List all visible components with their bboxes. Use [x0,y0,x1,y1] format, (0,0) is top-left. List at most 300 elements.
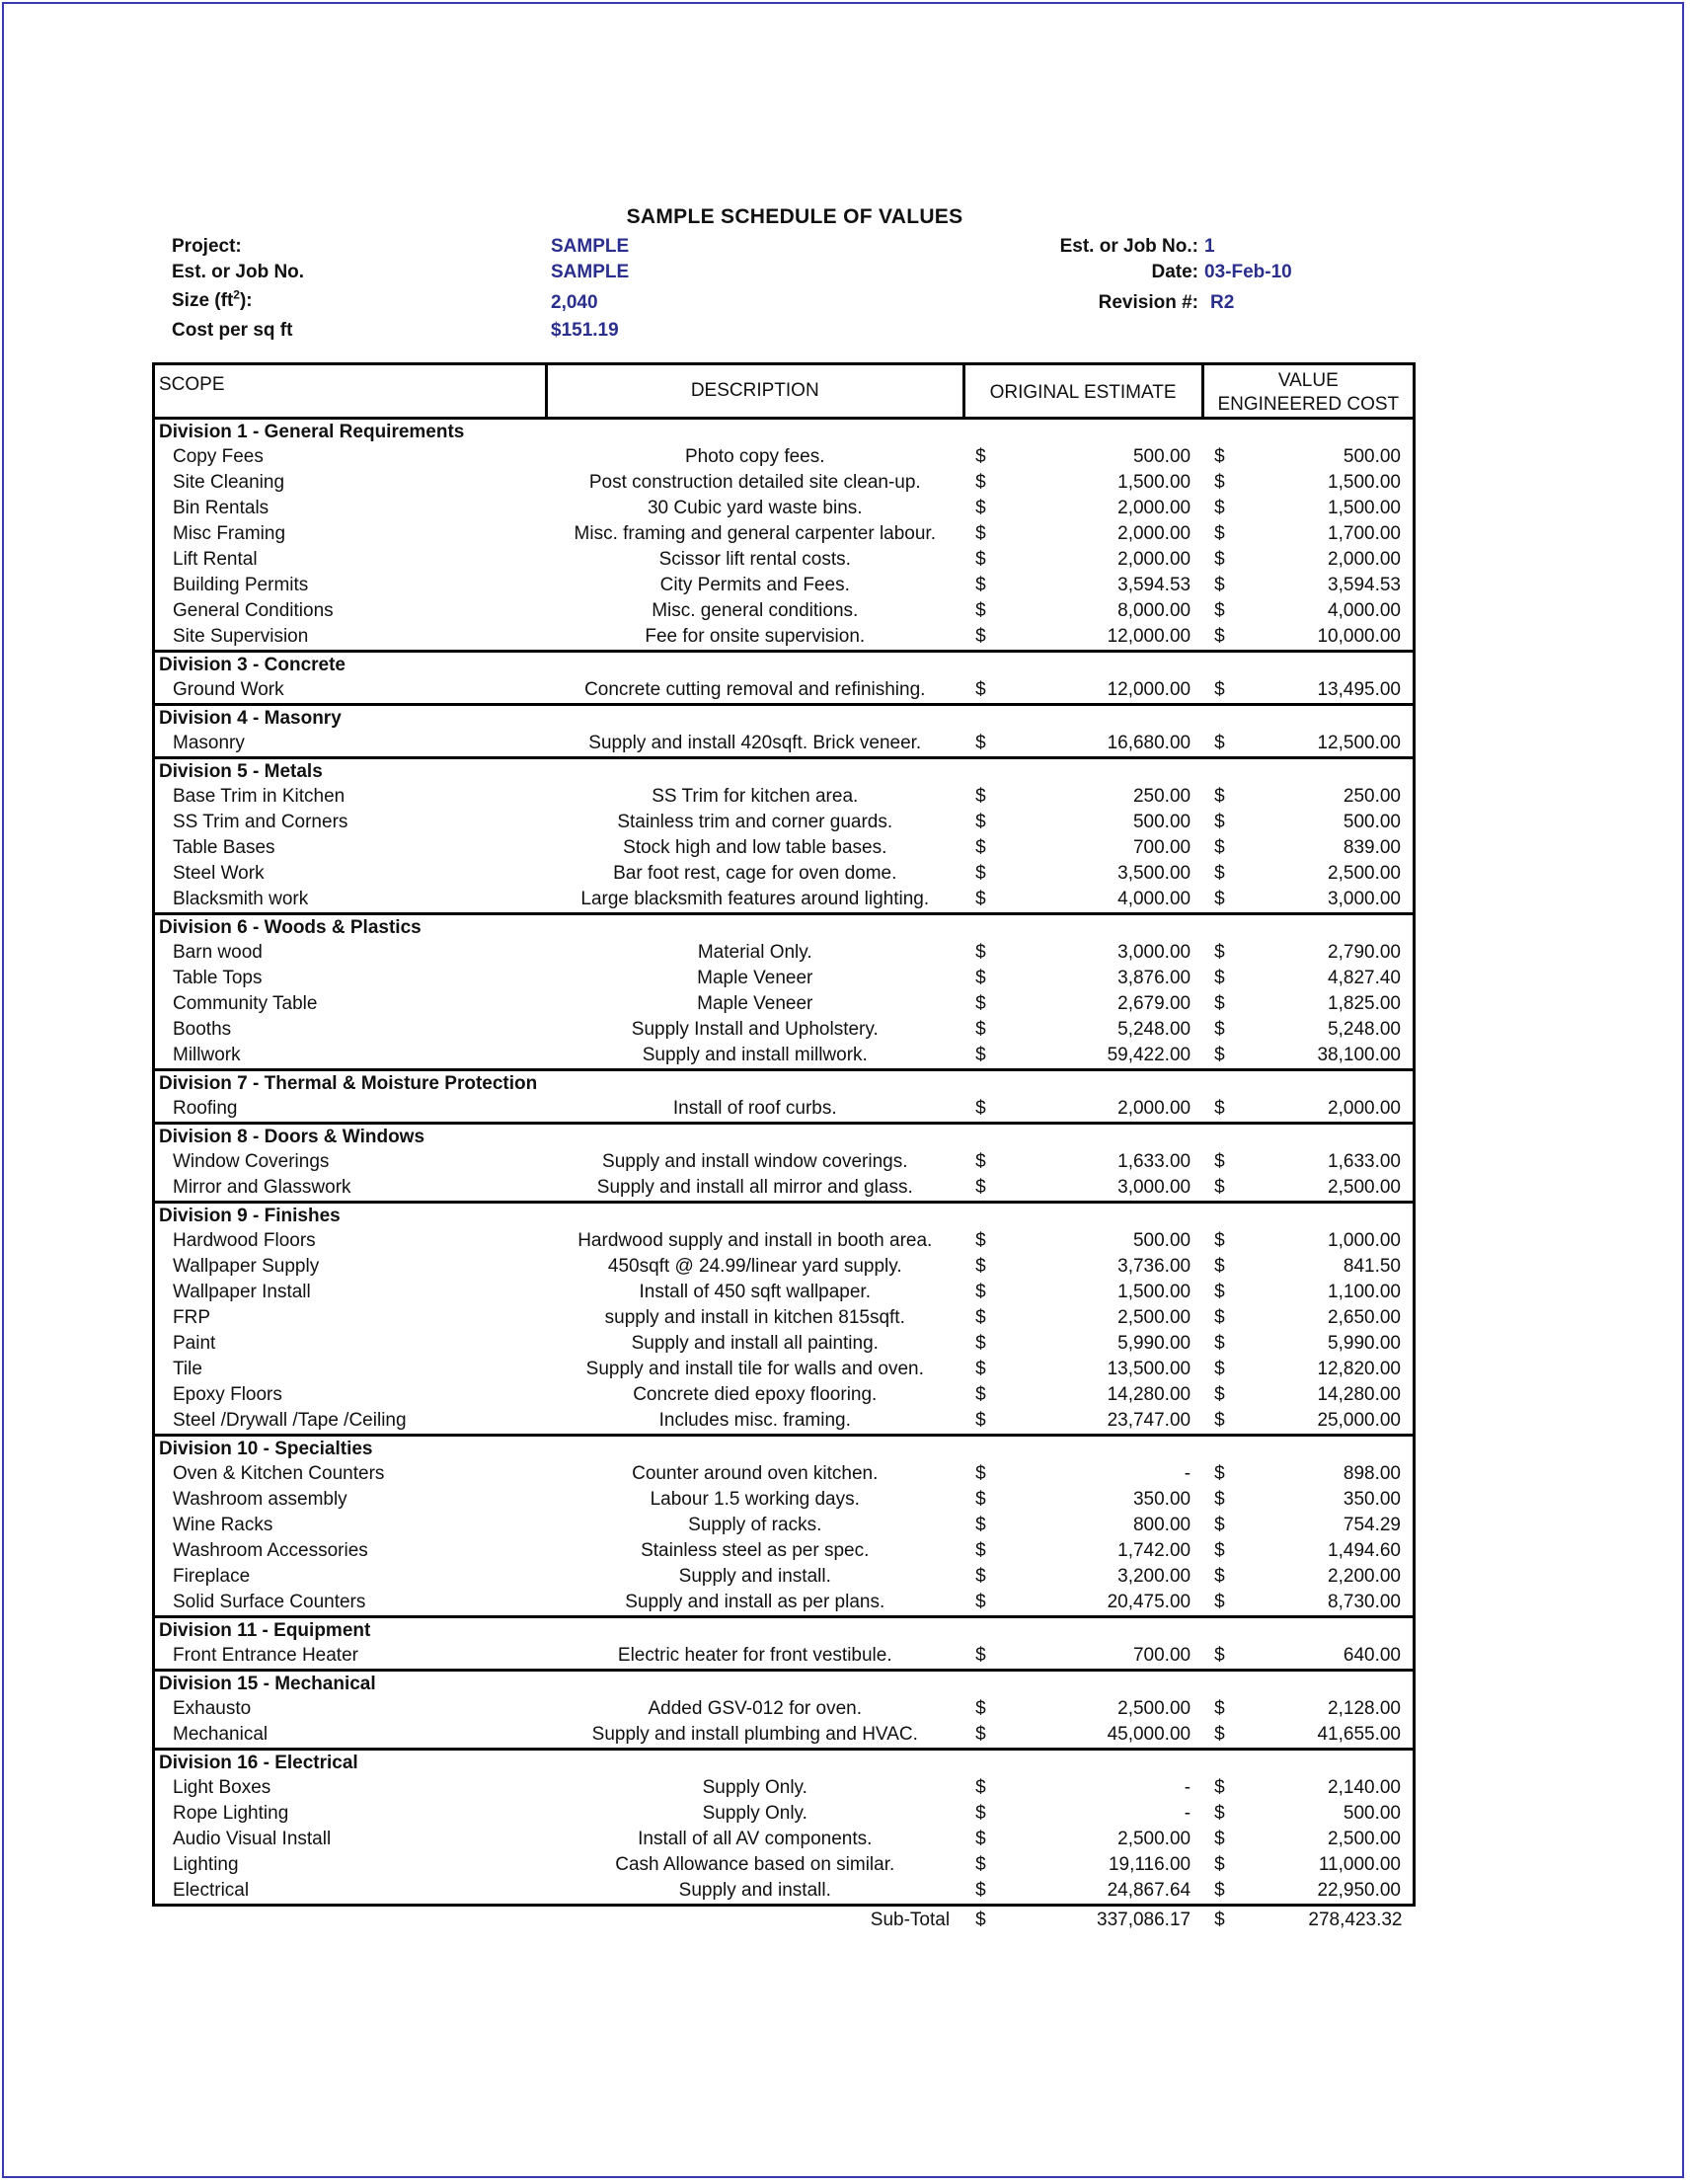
amount: 350.00 [1343,1489,1401,1510]
value-engineered-cell [1202,784,1414,810]
currency-symbol: $ [1214,993,1225,1014]
division-section [154,914,1415,1070]
value-engineered-cell [1202,1305,1414,1331]
currency-symbol: $ [975,1515,986,1535]
original-estimate-cell [963,887,1202,914]
description-cell: Stainless trim and corner guards. [617,812,893,832]
description-cell: Maple Veneer [697,968,813,988]
table-row [154,1852,1415,1878]
amount: 700.00 [1132,1645,1191,1666]
currency-symbol: $ [975,1463,986,1484]
currency-symbol: $ [1214,1566,1225,1587]
division-header-row [154,705,1415,732]
amount: 4,827.40 [1328,968,1401,988]
description-cell: Install of roof curbs. [546,1096,963,1124]
amount: 2,128.00 [1328,1698,1401,1719]
column-header-original-estimate: ORIGINAL ESTIMATE [963,364,1202,419]
original-estimate-cell [963,1228,1202,1254]
original-estimate-cell [963,521,1202,547]
description-cell: Scissor lift rental costs. [658,549,851,570]
currency-symbol: $ [1214,889,1225,909]
revision-label: Revision #: [1098,292,1198,313]
division-title: Division 16 - Electrical [154,1750,1415,1776]
original-estimate-cell [963,1513,1202,1538]
original-estimate-cell [963,1487,1202,1513]
scope-cell: Steel /Drywall /Tape /Ceiling [154,1408,547,1436]
amount: 1,633.00 [1328,1151,1401,1172]
description-cell: Supply Only. [702,1803,807,1824]
description-cell: Bar foot rest, cage for oven dome. [613,863,897,884]
currency-symbol: $ [1214,1307,1225,1328]
value-engineered-cell [1202,624,1414,652]
description-cell: Supply and install all mirror and glass. [546,1175,963,1203]
amount: 2,140.00 [1328,1777,1401,1798]
original-estimate-cell [963,940,1202,966]
currency-symbol: $ [1214,837,1225,858]
currency-symbol: $ [975,1333,986,1354]
currency-symbol: $ [975,786,986,807]
subtotal-row [154,1906,1415,1935]
value-engineered-cell [1202,573,1414,598]
currency-symbol: $ [1214,1803,1225,1824]
currency-symbol: $ [1214,1230,1225,1251]
amount: 898.00 [1343,1463,1401,1484]
division-header-row [154,1750,1415,1776]
description-cell: Install of all AV components. [638,1829,873,1849]
original-estimate-cell [963,1382,1202,1408]
amount: 23,747.00 [1107,1410,1191,1431]
table-row [154,1801,1415,1827]
scope-cell: Ground Work [154,677,547,705]
scope-cell: Misc Framing [154,521,547,547]
original-estimate-cell [963,598,1202,624]
description-cell: Supply and install 420sqft. Brick veneer. [546,731,963,758]
amount: 2,200.00 [1328,1566,1401,1587]
division-section [154,1203,1415,1436]
original-estimate-cell [963,547,1202,573]
currency-symbol: $ [1214,1384,1225,1405]
amount: 1,742.00 [1117,1540,1191,1561]
division-section [154,1124,1415,1203]
original-estimate-cell [963,1564,1202,1590]
value-engineered-cell [1202,496,1414,521]
description-cell: Supply and install as per plans. [546,1590,963,1617]
currency-symbol: $ [975,1098,986,1119]
currency-symbol: $ [975,1384,986,1405]
currency-symbol: $ [975,1910,986,1930]
column-header-description: DESCRIPTION [546,364,963,419]
currency-symbol: $ [1214,812,1225,832]
original-estimate-cell [963,1408,1202,1436]
division-title: Division 5 - Metals [154,758,1415,785]
currency-symbol: $ [975,472,986,493]
division-header-row [154,419,1415,445]
original-estimate-cell [963,444,1202,470]
currency-symbol: $ [975,575,986,595]
division-header-row [154,758,1415,785]
currency-symbol: $ [975,1698,986,1719]
amount: 3,000.00 [1117,942,1191,963]
description-cell: Labour 1.5 working days. [650,1489,860,1510]
value-engineered-cell [1202,1564,1414,1590]
table-row [154,810,1415,835]
currency-symbol: $ [975,1803,986,1824]
currency-symbol: $ [1214,968,1225,988]
currency-symbol: $ [975,1177,986,1198]
currency-symbol: $ [1214,1151,1225,1172]
original-estimate-cell [963,1305,1202,1331]
amount: 2,000.00 [1328,549,1401,570]
cost-value: $151.19 [551,320,619,341]
currency-symbol: $ [975,1880,986,1901]
original-estimate-cell [963,1590,1202,1617]
original-estimate-cell [963,1017,1202,1043]
job-label: Est. or Job No. [172,262,305,282]
value-engineered-cell [1202,1228,1414,1254]
currency-symbol: $ [1214,1540,1225,1561]
original-estimate-cell [963,677,1202,705]
description-cell: Maple Veneer [697,993,813,1014]
description-cell: Concrete cutting removal and refinishing. [546,677,963,705]
currency-symbol: $ [975,1151,986,1172]
scope-cell: Roofing [154,1096,547,1124]
amount: 500.00 [1343,812,1401,832]
amount: 700.00 [1132,837,1191,858]
currency-symbol: $ [975,1777,986,1798]
amount: 45,000.00 [1107,1724,1191,1745]
value-engineered-cell [1202,1852,1414,1878]
table-row [154,1643,1415,1671]
amount: 3,500.00 [1117,863,1191,884]
original-estimate-cell [963,1175,1202,1203]
amount: 800.00 [1132,1515,1191,1535]
currency-symbol: $ [975,600,986,621]
amount: 640.00 [1343,1645,1401,1666]
description-cell: Supply Install and Upholstery. [631,1019,879,1040]
amount: 10,000.00 [1317,626,1401,647]
table-row [154,624,1415,652]
currency-symbol: $ [1214,1282,1225,1302]
amount: 2,000.00 [1117,549,1191,570]
currency-symbol: $ [1214,1098,1225,1119]
description-cell: Install of 450 sqft wallpaper. [639,1282,871,1302]
table-row [154,1408,1415,1436]
currency-symbol: $ [1214,1177,1225,1198]
scope-cell: Paint [154,1331,547,1357]
currency-symbol: $ [975,626,986,647]
division-section [154,1617,1415,1671]
scope-cell: FRP [154,1305,547,1331]
table-row [154,1175,1415,1203]
scope-cell: Lighting [154,1852,547,1878]
value-engineered-cell [1202,1827,1414,1852]
amount: 5,990.00 [1117,1333,1191,1354]
table-row [154,573,1415,598]
original-estimate-cell [963,1461,1202,1487]
scope-cell: Masonry [154,731,547,758]
currency-symbol: $ [975,1829,986,1849]
amount: 41,655.00 [1317,1724,1401,1745]
original-estimate-cell [963,1878,1202,1906]
value-engineered-cell [1202,1254,1414,1280]
amount: 11,000.00 [1318,1854,1401,1875]
table-row [154,1149,1415,1175]
value-engineered-cell [1202,470,1414,496]
amount: 278,423.32 [1308,1910,1403,1930]
original-estimate-cell [963,1043,1202,1070]
currency-symbol: $ [1214,1463,1225,1484]
original-estimate-cell [963,1331,1202,1357]
original-estimate-cell [963,1827,1202,1852]
currency-symbol: $ [1214,1045,1225,1065]
description-cell: Counter around oven kitchen. [632,1463,879,1484]
original-estimate-cell [963,470,1202,496]
table-row [154,1382,1415,1408]
original-estimate-cell [963,1722,1202,1750]
amount: 500.00 [1132,812,1191,832]
division-title: Division 8 - Doors & Windows [154,1124,1415,1150]
currency-symbol: $ [975,1359,986,1379]
currency-symbol: $ [1214,523,1225,544]
original-estimate-cell [963,835,1202,861]
scope-cell: Mechanical [154,1722,547,1750]
description-cell: Misc. framing and general carpenter labour. [574,523,936,544]
value-engineered-cell [1202,1722,1414,1750]
division-header-row [154,1203,1415,1229]
table-row [154,598,1415,624]
division-section [154,705,1415,758]
est-no-value: 1 [1204,236,1215,257]
table-row [154,1696,1415,1722]
currency-symbol: $ [975,1592,986,1612]
amount: 500.00 [1343,446,1401,467]
amount: 754.29 [1343,1515,1401,1535]
original-estimate-cell [963,1801,1202,1827]
value-engineered-cell [1202,1280,1414,1305]
division-title: Division 4 - Masonry [154,705,1415,732]
table-row [154,1513,1415,1538]
scope-cell: Bin Rentals [154,496,547,521]
amount: 24,867.64 [1107,1880,1191,1901]
currency-symbol: $ [1214,1724,1225,1745]
description-cell: Supply and install window coverings. [602,1151,908,1172]
amount: 38,100.00 [1317,1045,1401,1065]
currency-symbol: $ [1214,1333,1225,1354]
table-row [154,784,1415,810]
table-row [154,991,1415,1017]
division-header-row [154,1436,1415,1462]
original-estimate-cell [963,496,1202,521]
table-row [154,966,1415,991]
division-header-row [154,914,1415,941]
description-cell: Post construction detailed site clean-up. [588,472,921,493]
amount: 500.00 [1132,446,1191,467]
date-label: Date: [1151,262,1198,282]
value-engineered-cell [1202,1382,1414,1408]
currency-symbol: $ [1214,1880,1225,1901]
original-estimate-cell [963,1149,1202,1175]
value-engineered-cell [1202,835,1414,861]
amount: 13,495.00 [1317,679,1401,700]
value-engineered-cell [1202,1696,1414,1722]
amount: 3,594.53 [1328,575,1401,595]
currency-symbol: $ [975,1045,986,1065]
description-cell: 450sqft @ 24.99/linear yard supply. [607,1256,902,1277]
scope-cell: Copy Fees [154,444,547,470]
value-engineered-cell [1202,1513,1414,1538]
value-engineered-cell [1202,731,1414,758]
amount: 13,500.00 [1107,1359,1191,1379]
scope-cell: Washroom assembly [154,1487,547,1513]
value-engineered-cell [1202,991,1414,1017]
currency-symbol: $ [1214,1019,1225,1040]
table-row [154,1827,1415,1852]
amount: 3,000.00 [1328,889,1401,909]
currency-symbol: $ [975,993,986,1014]
table-row [154,1775,1415,1801]
scope-cell: General Conditions [154,598,547,624]
description-cell: supply and install in kitchen 815sqft. [604,1307,905,1328]
amount: 3,000.00 [1117,1177,1191,1198]
currency-symbol: $ [975,863,986,884]
scope-cell: Site Cleaning [154,470,547,496]
project-label: Project: [172,236,242,257]
currency-symbol: $ [975,837,986,858]
size-value: 2,040 [551,292,598,313]
description-cell: Includes misc. framing. [546,1408,963,1436]
currency-symbol: $ [1214,626,1225,647]
amount: 4,000.00 [1328,600,1401,621]
value-engineered-cell [1202,940,1414,966]
currency-symbol: $ [975,1282,986,1302]
division-section [154,652,1415,705]
division-title: Division 9 - Finishes [154,1203,1415,1229]
amount: 2,000.00 [1117,523,1191,544]
value-engineered-cell [1202,1175,1414,1203]
value-engineered-cell [1202,1590,1414,1617]
schedule-table [152,362,1416,1934]
original-estimate-cell [963,1538,1202,1564]
original-estimate-cell [963,731,1202,758]
value-engineered-cell [1202,1408,1414,1436]
cost-label: Cost per sq ft [172,320,293,341]
description-cell: Fee for onsite supervision. [546,624,963,652]
currency-symbol: $ [975,889,986,909]
scope-cell: Wallpaper Install [154,1280,547,1305]
table-row [154,1017,1415,1043]
value-engineered-cell [1202,1096,1414,1124]
amount: 5,248.00 [1328,1019,1401,1040]
currency-symbol: $ [975,1854,986,1875]
description-cell: Added GSV-012 for oven. [648,1698,863,1719]
scope-cell: Fireplace [154,1564,547,1590]
column-header-row [154,364,1415,419]
currency-symbol: $ [1214,1698,1225,1719]
currency-symbol: $ [1214,1359,1225,1379]
description-cell: Cash Allowance based on similar. [615,1854,895,1875]
description-cell: Supply and install. [678,1566,831,1587]
table-row [154,1254,1415,1280]
currency-symbol: $ [1214,472,1225,493]
amount: 2,000.00 [1117,498,1191,518]
table-row [154,861,1415,887]
currency-symbol: $ [975,1724,986,1745]
amount: 14,280.00 [1317,1384,1401,1405]
currency-symbol: $ [1214,600,1225,621]
table-row [154,1590,1415,1617]
table-row [154,1305,1415,1331]
currency-symbol: $ [1214,1592,1225,1612]
scope-cell: Wallpaper Supply [154,1254,547,1280]
table-row [154,731,1415,758]
amount: 3,736.00 [1117,1256,1191,1277]
table-row [154,835,1415,861]
column-header-value-engineered: VALUE ENGINEERED COST [1202,364,1414,419]
scope-cell: Building Permits [154,573,547,598]
division-header-row [154,1617,1415,1644]
table-row [154,1043,1415,1070]
value-engineered-cell [1202,810,1414,835]
amount: 1,500.00 [1117,1282,1191,1302]
amount: 2,500.00 [1117,1829,1191,1849]
currency-symbol: $ [975,498,986,518]
currency-symbol: $ [975,942,986,963]
amount: - [1184,1803,1191,1824]
original-estimate-cell [963,966,1202,991]
description-cell: Supply and install. [546,1878,963,1906]
value-engineered-cell [1202,1801,1414,1827]
currency-symbol: $ [975,1307,986,1328]
description-cell: Hardwood supply and install in booth area. [577,1230,933,1251]
currency-symbol: $ [1214,942,1225,963]
subtotal-spacer [154,1906,547,1935]
scope-cell: Exhausto [154,1696,547,1722]
value-engineered-cell [1202,1538,1414,1564]
scope-cell: Base Trim in Kitchen [154,784,547,810]
currency-symbol: $ [975,523,986,544]
currency-symbol: $ [1214,1515,1225,1535]
document-title: SAMPLE SCHEDULE OF VALUES [626,205,963,228]
table-row [154,521,1415,547]
amount: 2,000.00 [1328,1098,1401,1119]
scope-cell: Booths [154,1017,547,1043]
amount: 12,000.00 [1107,679,1191,700]
amount: - [1184,1463,1191,1484]
scope-cell: Front Entrance Heater [154,1643,547,1671]
division-title: Division 7 - Thermal & Moisture Protection [154,1070,1415,1097]
division-header-row [154,1124,1415,1150]
scope-cell: Barn wood [154,940,547,966]
scope-cell: Tile [154,1357,547,1382]
table-row [154,1096,1415,1124]
division-section [154,1436,1415,1617]
original-estimate-cell [963,1254,1202,1280]
table-row [154,1564,1415,1590]
original-estimate-cell [963,1643,1202,1671]
amount: 337,086.17 [1097,1910,1191,1930]
value-engineered-cell [1202,547,1414,573]
table-row [154,1538,1415,1564]
amount: 1,700.00 [1328,523,1401,544]
amount: 3,200.00 [1117,1566,1191,1587]
value-engineered-cell [1202,521,1414,547]
original-estimate-cell [963,1096,1202,1124]
description-cell: Photo copy fees. [684,446,825,467]
scope-cell: Epoxy Floors [154,1382,547,1408]
description-cell: Supply and install tile for walls and oven. [585,1359,924,1379]
scope-cell: Hardwood Floors [154,1228,547,1254]
currency-symbol: $ [975,446,986,467]
